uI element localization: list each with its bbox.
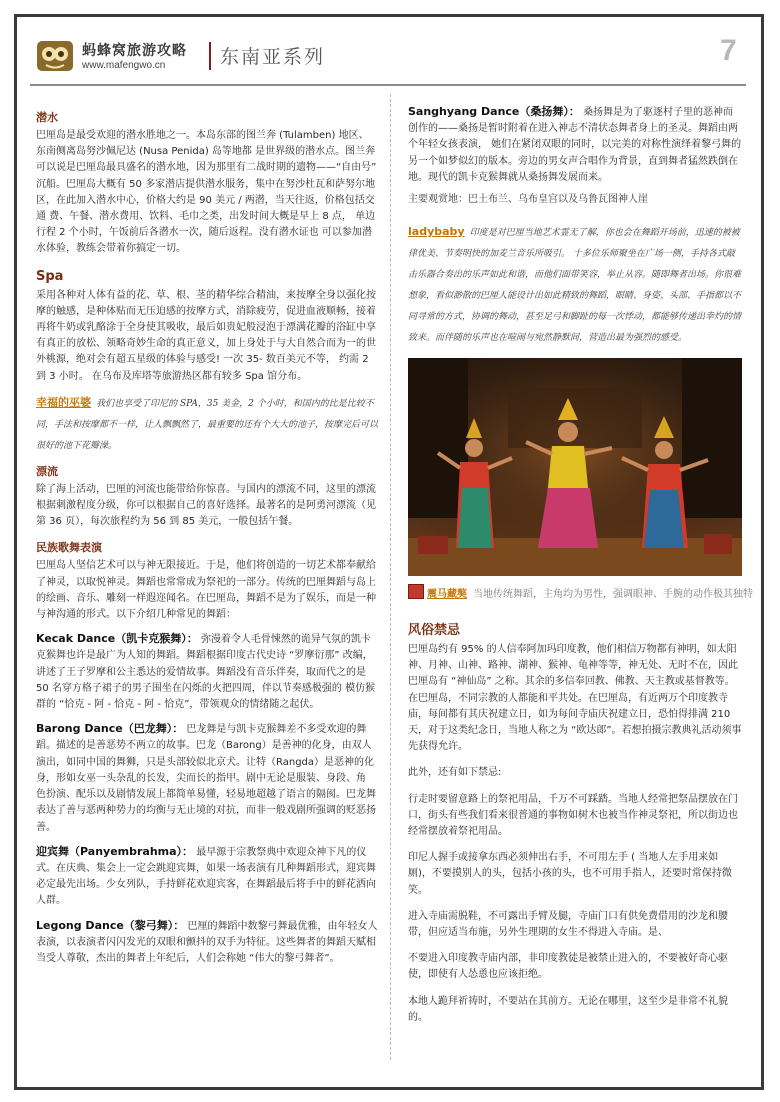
brand-name: 蚂蜂窝旅游攻略 (82, 43, 187, 59)
dance-sanghyang (408, 104, 742, 186)
folk-dance-intro: 巴厘岛人坚信艺术可以与神无限接近。于是，他们将创造的一切艺术都奉献给了神灵，以取悦神灵。舞蹈也常常成为祭祀的一部分。传统的巴厘舞蹈与岛上的绘画、音乐、雕刻一样遐迩闻名。在巴厘岛，舞蹈不是为了娱乐，而是一种与神沟通的形式。以下介绍几种常见的舞蹈： (36, 560, 376, 621)
customs-paragraph: 巴厘岛约有 95% 的人信奉阿加玛印度教，他们相信万物都有神明，如太阳神、月神、山神、路神、湖神、猴神、龟神等等，神无处、无时不在，因此巴厘岛有 “神仙岛” 之称。其余的多信奉回教、佛教、天主教或基督教等。在巴厘岛，不同宗教的人都能和平共处。在巴厘岛，有近两万个印度教寺庙，每间都有其庆祝建立日，如为每间寺庙庆祝建立日，恐怕得排满 210 天，对于这类纪念日，当地人称之为 “欧达郎”。若想拍摄宗教典礼活动须事先获得允许。 (408, 644, 742, 753)
customs-paragraph: 本地人跪拜祈祷时，不要站在其前方。无论在哪里，这至少是非常不礼貌的。 (408, 995, 728, 1023)
dance-legong (36, 918, 378, 968)
series-title: 东南亚系列 (220, 46, 326, 68)
page-header (30, 30, 745, 82)
dance-description: 巴厘的舞蹈中数黎弓舞最优雅，由年轻女人表演，以表演者闪闪发光的双眼和颤抖的双手为特征。这些舞者的舞蹈天赋相当受人尊敬，杰出的舞者上年纪后，人们会称她 “伟大的黎弓舞者”。 (36, 920, 378, 964)
customs-paragraph: 进入寺庙需脱鞋，不可露出手臂及腿，寺庙门口有供免费借用的沙龙和腰带，但应适当布施，另外生理期的女生不得进入寺庙。是、 (408, 910, 728, 939)
page-number: 7 (720, 34, 737, 67)
spa-user-quote (36, 391, 378, 454)
caption-text: 当地传统舞蹈，主角均为男性，强调眼神、手腕的动作极其独特 (473, 589, 753, 601)
section-title-folk-dance: 民族歌舞表演 (36, 541, 102, 555)
dance-name: Kecak Dance（凯卡克猴舞）： (36, 632, 198, 646)
left-column (36, 100, 378, 973)
rafting-text: 除了海上活动，巴厘的河流也能带给你惊喜。与国内的漂流不同，这里的漂流根据刺激程度分级，你可以根据自己的喜好选择。最著名的是阿勇河漂流（见第 36 页），每次旅程约为 56 到 85 美元，一般包括午餐。 (36, 483, 376, 528)
dance-barong (36, 721, 378, 835)
diving-text: 巴厘岛是最受欢迎的潜水胜地之一。本岛东部的图兰奔 (Tulamben) 地区、东南侧离岛努沙佩尼达 (Nusa Penida) 岛等地都 是世界级的潜水点。图兰奔可以说是巴厘岛最具盛名的潜水地，因为那里有二战时期的遗物——“自由号” 沉船。巴厘岛大概有 50 多家潜店提供潜水服务，集中在努沙杜瓦和萨努尔地区，在此加入潜水中心，价格大约是 90 美元 / 两潜，当天往返，价格包括交通 费、午餐、潜水费用、饮料、毛巾之类，出发时间大概是早上 8 点， 单边行程 2 个小时，午饭前后各潜水一次，随后返程。没有潜水证也 可以参加潜水体验，教练会带着你搞定一切。 (36, 130, 377, 255)
section-title-diving: 潜水 (36, 111, 58, 124)
section-title-spa: Spa (36, 268, 64, 284)
customs-paragraph: 印尼人握手或接拿东西必须伸出右手，不可用左手 ( 当地人左手用来如厕)，不要摸别人的头，包括小孩的头，也不可用手指人，还要时常保持微笑。 (408, 852, 732, 896)
spa-text: 采用各种对人体有益的花、草、根、茎的精华综合精油，来按摩全身以强化按摩的触感，是种体贴而无压迫感的按摩方式，消除疲劳，促进血液顺畅，接着再将牛奶或乳酪涂于全身使其吸收，最后如贵妃般浸泡于漂满花瓣的浴缸中享有真正的放松、领略奇妙生命的真正意义，加上身处于与大自然合而为一的世外桃源，绝对会有超五星级的体验与感受! 一次 35- 数百美元不等， 约需 2 到 3 小时。 在乌布及库塔等旅游热区都有较多 Spa 馆分布。 (36, 289, 376, 382)
dance-user-quote (408, 220, 742, 346)
dance-description: 最早源于宗教祭典中欢迎众神下凡的仪式。在庆典、集会上一定会跳迎宾舞，如果一场表演有几种舞蹈形式，迎宾舞必定最先出场。少女列队，手持鲜花欢迎宾客，在舞蹈最后将手中的鲜花洒向人群。 (36, 846, 376, 907)
dance-photo (408, 358, 742, 576)
quote-text: 我们也享受了印尼的 SPA，35 美金，2 个小时，和国内的比是比较不同，手法和按摩都不一样，让人飘飘然了，最重要的还有个大大的池子，按摩完后可以很好的池下花瓣澡。 (36, 398, 379, 451)
dance-name: Barong Dance（巴龙舞）： (36, 722, 184, 736)
dance-name: Legong Dance（黎弓舞）： (36, 918, 185, 932)
header-rule (30, 84, 746, 86)
mafengwo-logo-icon (36, 40, 74, 72)
section-title-customs: 风俗禁忌 (408, 623, 461, 639)
section-title-rafting: 漂流 (36, 464, 58, 478)
brand-url[interactable]: www.mafengwo.cn (82, 60, 166, 71)
balinese-dancers-image (408, 358, 742, 576)
dance-kecak (36, 631, 378, 713)
customs-paragraph: 此外，还有如下禁忌: (408, 767, 502, 779)
quote-author-link[interactable]: 幸福的巫婆 (36, 395, 91, 409)
caption-author-link[interactable]: 震马藏獒 (427, 589, 467, 601)
customs-paragraph: 行走时要留意路上的祭祀用品，千万不可踩踏。当地人经常把祭品摆放在门口，街头有些我们看来很普通的事物如树木也被当作神灵祭祀，所以街边也经常摆放着祭祀用品。 (408, 793, 738, 838)
header-separator (209, 42, 211, 70)
customs-paragraph: 不要进入印度教寺庙内部，非印度教徒是被禁止进入的，不要被好奇心驱使，即使有人怂恿也应该拒绝。 (408, 953, 728, 981)
dance-description: 弥漫着令人毛骨悚然的诡异气氛的凯卡克猴舞也许是最广为人知的舞蹈。舞蹈根据印度古代史诗 “罗摩衍那” 改编，讲述了王子罗摩和公主悉达的爱情故事。舞蹈没有音乐伴奏，取而代之的是 50 名穿方格子裙子的男子围坐在闪烁的火把四周，伴以节奏感极强的 模仿猴群的 “恰克 - 阿 - 恰克 - 阿 - 恰克”，带领观众的情绪随之起伏。 (36, 634, 376, 711)
dance-description: 桑扬舞是为了驱逐村子里的恶神而创作的——桑扬是暂时附着在进入神志不清状态舞者身上的圣灵。舞蹈由两个年轻女孩表演， 她们在紧闭双眼的同时，以完美的对称性演绎着黎弓舞的另一个如梦似幻的版本。旁边的男女声合唱作为背景，直到舞者猛然跌倒在地。现代的凯卡克猴舞就从桑扬舞发展而来。 (408, 107, 742, 183)
column-divider (390, 94, 391, 1060)
right-column (408, 100, 753, 1032)
photo-caption (408, 584, 753, 602)
dance-name: Sanghyang Dance（桑扬舞）： (408, 105, 580, 118)
venues-text: 主要观赏地：巴土布兰、乌布皇宫以及乌鲁瓦图神人崖 (408, 194, 648, 206)
quote-author-link[interactable]: ladybaby (408, 225, 465, 239)
user-avatar-icon[interactable] (408, 584, 424, 599)
dance-description: 巴龙舞是与凯卡克猴舞差不多受欢迎的舞蹈。描述的是善恶势不两立的故事。巴龙（Barong）是善神的化身，由双人演出，如同中国的舞狮，只是头部较似北京犬。让特（Rangda）是恶神的化身，形如女巫一头杂乱的长发，尖而长的指甲。剧中无论是服装、身段、角 色扮演、配乐以及剧情发展上都简单易懂，轻易地超越了语言的隔阂。巴龙舞表达了善与恶两种势力的均衡与无止境的对抗，而非一般戏剧所强调的贬恶扬善。 (36, 724, 376, 833)
quote-text: 印度是对巴厘当地艺术霊无了解，你也会在舞蹈开场前，迅速的被被律优美、节奏明快的加麦兰音乐所吸引。 十多位乐师聚坐在广场一侧，手持各式敲击乐器合奏出的乐声如此和谐，而他们面带笑容，举止从容。随即舞者出场。你很难想象，看似渺散的巴厘人能设计出如此精致的舞蹈，眼睛、身姿、头部、手指都以不同寻常的方式，协调的舞动，甚至足弓和脚趾的每一次悸动，都能够传递出幸灼的情致来。而伴随的乐声也在喧闹与宛然静默间，营造出最为强烈的感受。 (408, 228, 742, 344)
dance-name: 迎宾舞（Panyembrahma）： (36, 844, 194, 858)
dance-panyembrahma (36, 844, 378, 910)
